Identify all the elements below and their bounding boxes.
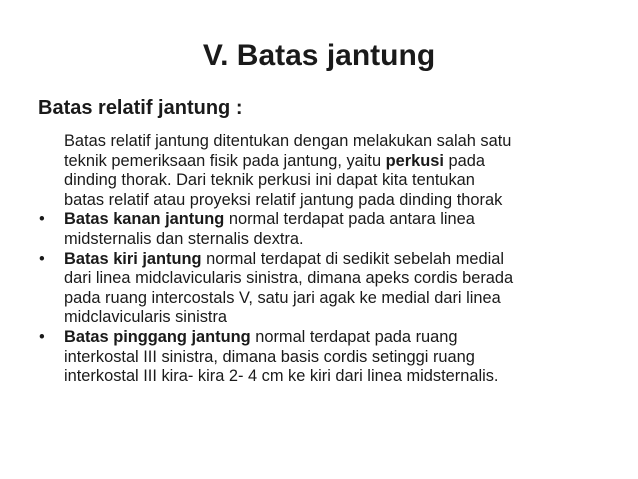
bullet-line: [64, 210, 608, 230]
intro-line: Batas relatif jantung ditentukan dengan melakukan salah satu: [64, 132, 512, 150]
bullet-line: dari linea midclavicularis sinistra, dimana apeks cordis berada: [64, 269, 514, 288]
bullet-line: midclavicularis sinistra: [64, 308, 228, 327]
bullet-line: [64, 328, 608, 348]
bullet-line: interkostal III sinistra, dimana basis cordis setinggi ruang: [64, 347, 475, 366]
intro-bold-term: perkusi: [385, 151, 444, 170]
bullet-text: normal terdapat di sedikit sebelah medial: [201, 249, 505, 268]
bullet-line: pada ruang intercostals V, satu jari agak ke medial dari linea: [64, 288, 501, 307]
bullet-bold-term: Batas pinggang jantung: [64, 327, 251, 346]
bullet-item: [38, 250, 608, 328]
section-subtitle: Batas relatif jantung :: [38, 97, 243, 119]
bullet-line: [64, 250, 608, 270]
bullet-icon: •: [39, 210, 45, 229]
intro-text: teknik pemeriksaan fisik pada jantung, yaitu: [64, 151, 386, 170]
intro-text: pada: [443, 151, 485, 170]
intro-paragraph: [38, 132, 608, 210]
bullet-text: normal terdapat pada antara linea: [224, 210, 475, 229]
bullet-text: normal terdapat pada ruang: [250, 327, 458, 346]
bullet-icon: •: [39, 249, 45, 268]
intro-line: dinding thorak. Dari teknik perkusi ini dapat kita tentukan: [64, 171, 475, 190]
bullet-item: [38, 328, 608, 387]
bullet-line: midsternalis dan sternalis dextra.: [64, 229, 304, 248]
bullet-bold-term: Batas kiri jantung: [64, 249, 202, 268]
bullet-item: [38, 210, 608, 249]
bullet-line: interkostal III kira- kira 2- 4 cm ke kiri dari linea midsternalis.: [64, 367, 499, 386]
slide-title: V. Batas jantung: [202, 39, 436, 72]
bullet-bold-term: Batas kanan jantung: [64, 210, 225, 229]
slide-body: [38, 132, 608, 387]
bullet-icon: •: [39, 327, 45, 346]
intro-line: [64, 152, 608, 172]
intro-line: batas relatif atau proyeksi relatif jantung pada dinding thorak: [64, 190, 503, 209]
